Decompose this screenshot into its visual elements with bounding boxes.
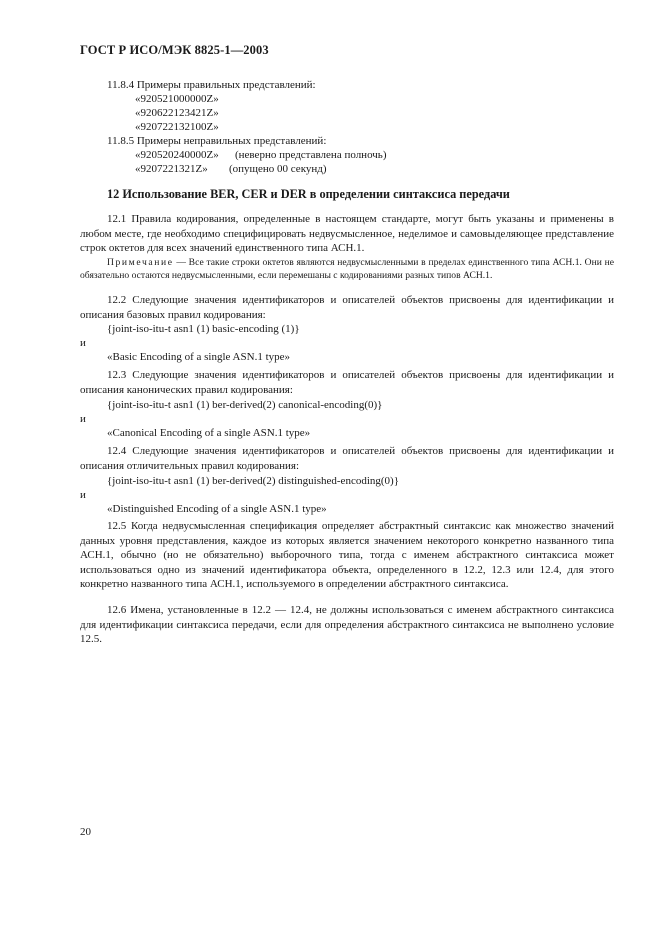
oid-canonical-encoding: {joint-iso-itu-t asn1 (1) ber-derived(2) canonical-encoding(0)} <box>107 399 383 411</box>
note-label: Примечание <box>107 257 174 268</box>
invalid-example-2-comment: (опущено 00 секунд) <box>229 163 327 175</box>
paragraph-12-5: 12.5 Когда недвусмысленная спецификация определяет абстрактный синтаксис как множество значений данных уровня представления, каждое из которых является значением некоторого конкретно названного типа АСН.1, обычно (но не обязательно) выборочного типа, тогда с именем абстрактного синтаксиса может использоваться одно из значений идентификатора объекта, определенного в 12.2, 12.3 или 12.4, для этого конкретно названного типа АСН.1, используемого в определении абстрактного синтаксиса. <box>80 520 614 591</box>
conjunction-and-2: и <box>80 413 86 425</box>
section-12-title: 12 Использование BER, CER и DER в определении синтаксиса передачи <box>107 187 510 201</box>
descriptor-distinguished-encoding: «Distinguished Encoding of a single ASN.1 type» <box>107 503 327 515</box>
paragraph-12-3: 12.3 Следующие значения идентификаторов и описателей объектов присвоены для идентификации и описания канонических правил кодирования: <box>80 369 614 396</box>
paragraph-12-6: 12.6 Имена, установленные в 12.2 — 12.4, не должны использоваться с именем абстрактного синтаксиса для идентификации синтаксиса передачи, если для определения абстрактного синтаксиса не выполнено условие 12.5. <box>80 604 614 646</box>
invalid-example-1-value: «920520240000Z» <box>135 149 219 161</box>
descriptor-canonical-encoding: «Canonical Encoding of a single ASN.1 type» <box>107 427 311 439</box>
page-number: 20 <box>80 826 91 838</box>
conjunction-and-1: и <box>80 337 86 349</box>
running-header: ГОСТ Р ИСО/МЭК 8825-1—2003 <box>80 43 269 57</box>
valid-example-3: «920722132100Z» <box>135 121 219 133</box>
descriptor-basic-encoding: «Basic Encoding of a single ASN.1 type» <box>107 351 291 363</box>
oid-distinguished-encoding: {joint-iso-itu-t asn1 (1) ber-derived(2) distinguished-encoding(0)} <box>107 475 399 487</box>
invalid-example-2-value: «9207221321Z» <box>135 163 208 175</box>
conjunction-and-3: и <box>80 489 86 501</box>
oid-basic-encoding: {joint-iso-itu-t asn1 (1) basic-encoding (1)} <box>107 323 300 335</box>
paragraph-12-4: 12.4 Следующие значения идентификаторов и описателей объектов присвоены для идентификации и описания отличительных правил кодирования: <box>80 445 614 472</box>
invalid-example-1-comment: (неверно представлена полночь) <box>235 149 387 161</box>
clause-11-8-5-heading: 11.8.5 Примеры неправильных представлений: <box>107 135 327 147</box>
valid-example-2: «920622123421Z» <box>135 107 219 119</box>
valid-example-1: «920521000000Z» <box>135 93 219 105</box>
note-text: — Все такие строки октетов являются недвусмысленными в пределах единственного типа АСН.1. Они не обязательно остаются недвусмысленными, если перемешаны с кодированиями разных типов АСН.1. <box>80 257 614 281</box>
paragraph-12-2: 12.2 Следующие значения идентификаторов и описателей объектов присвоены для идентификации и описания базовых правил кодирования: <box>80 294 614 321</box>
clause-11-8-4-heading: 11.8.4 Примеры правильных представлений: <box>107 79 316 91</box>
note-block <box>80 256 614 282</box>
paragraph-12-1: 12.1 Правила кодирования, определенные в настоящем стандарте, могут быть указаны и применены в любом месте, где необходимо специфицировать недвусмысленное, неделимое и самовыделяющее представление строк октетов для всех значений единственного типа АСН.1. <box>80 213 614 255</box>
